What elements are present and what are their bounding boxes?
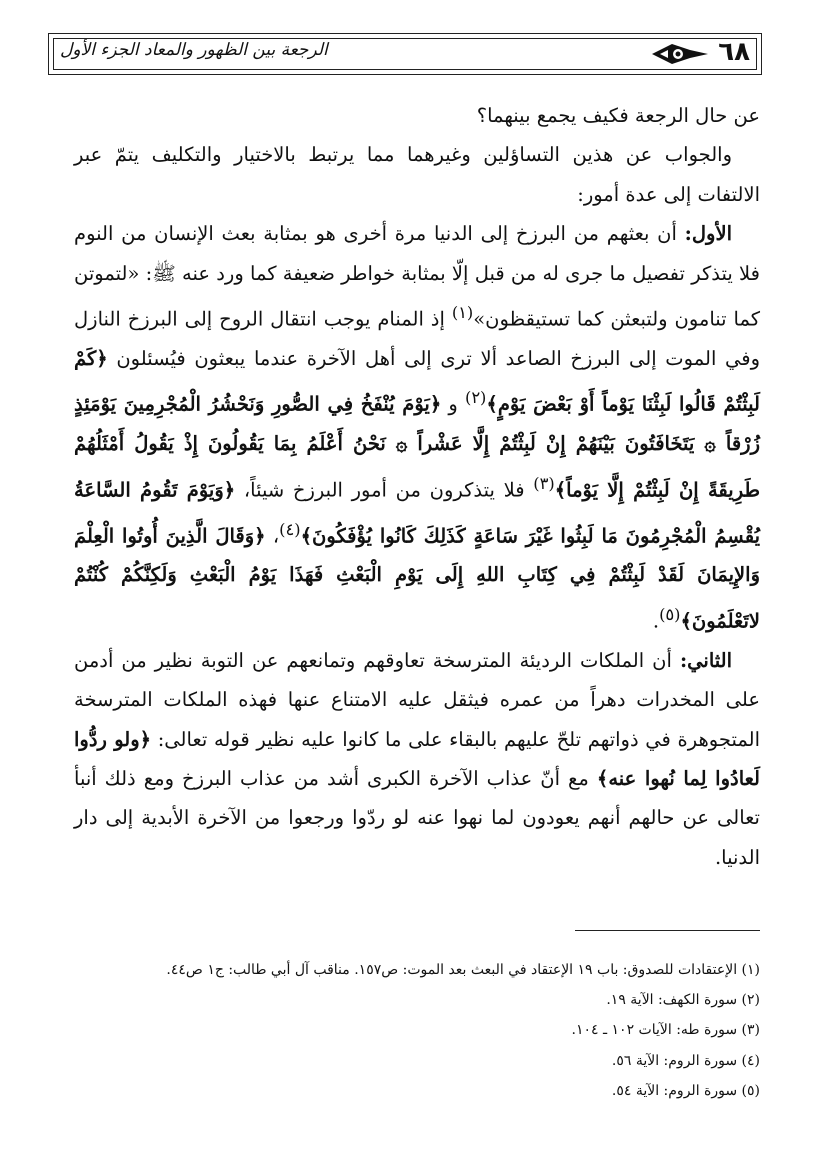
page-number: ٦٨ <box>718 37 750 67</box>
text: أن الملكات الرديئة المترسخة تعاوقهم وتمانعهم عن التوبة نظير من أدمن على المخدرات دهراً من عمره فيثقل عليه الامتناع عنها فهذه الملكات المترسخة المتجوهرة في ذواتهم تلحّ عليهم بالبقاء على ما كانوا عليه نظير قوله تعالى: <box>74 648 760 751</box>
text: و <box>448 392 458 416</box>
point-label: الثاني: <box>679 648 733 672</box>
footnote: (٣) سورة طه: الآيات ١٠٢ ـ ١٠٤. <box>571 1022 760 1039</box>
text: أن بعثهم من البرزخ إلى الدنيا مرة أخرى هو بمثابة بعث الإنسان من النوم فلا يتذكر تفصيل ما جرى له من قبل إلّا بمثابة خواطر ضعيفة كما ورد عنه ﷺ: «لتموتن كما تنامون ولتبعثن كما تستيقظون» <box>74 222 761 331</box>
paragraph <box>74 135 760 214</box>
footnote: (٢) سورة الكهف: الآية ١٩. <box>606 992 760 1009</box>
quran-verse: ﴿كَمْ لَبِثْتُمْ قَالُوا لَبِثْنَا يَوْماً أَوْ بَعْضَ يَوْمٍ﴾ <box>74 346 760 416</box>
paragraph <box>74 641 760 877</box>
text: إذ المنام يوجب انتقال الروح إلى البرزخ النازل وفي الموت إلى البرزخ الصاعد ألا ترى إلى أهل الآخرة عندما يبعثون فيُسئلون <box>74 307 761 370</box>
ornament-icon <box>650 40 710 68</box>
footnote-ref: (٥) <box>659 604 681 624</box>
text: عن حال الرجعة فكيف يجمع بينهما؟ <box>476 104 760 127</box>
footnote-ref: (٤) <box>279 519 301 539</box>
footnote: (٥) سورة الروم: الآية ٥٤. <box>611 1082 760 1099</box>
quran-verse: ﴿وَيَوْمَ تَقُومُ السَّاعَةُ يُقْسِمُ الْمُجْرِمُونَ مَا لَبِثُوا غَيْرَ سَاعَةٍ كَذَلِكَ كَانُوا يُؤْفَكُونَ﴾ <box>74 478 760 548</box>
paragraph: الأول: أن بعثهم من البرزخ إلى الدنيا مرة أخرى هو بمثابة بعث الإنسان من النوم فلا يتذكر تفصيل ما جرى له من قبل إلّا بمثابة خواطر ضعيفة كما ورد عنه ﷺ: «لتموتن كما تنامون ولتبعثن كما تستيقظون»$^{(١)}$ إذ المنام يوجب انتقال الروح إلى البرزخ النازل وفي الموت إلى البرزخ الصاعد ألا ترى إلى أهل الآخرة عندما يبعثون فيُسئلون ﴿كَمْ لَبِثْتُمْ قَالُوا لَبِثْنَا يَوْماً أَوْ بَعْضَ يَوْمٍ﴾$^{(٢)}$ و ﴿يَوْمَ يُنْفَخُ فِي الصُّورِ وَنَحْشُرُ الْمُجْرِمِينَ يَوْمَئِذٍ زُرْقاً ۞ يَتَخَافَتُونَ بَيْنَهُمْ إِنْ لَبِثْتُمْ إِلَّا عَشْراً ۞ نَحْنُ أَعْلَمُ بِمَا يَقُولُونَ إِذْ يَقُولُ أَمْثَلُهُمْ طَرِيقَةً إِنْ لَبِثْتُمْ إِلَّا يَوْماً﴾$^{(٣)}$ فلا يتذكرون من أمور البرزخ شيئاً، ﴿وَيَوْمَ تَقُومُ السَّاعَةُ يُقْسِمُ الْمُجْرِمُونَ مَا لَبِثُوا غَيْرَ سَاعَةٍ كَذَلِكَ كَانُوا يُؤْفَكُونَ﴾$^{(٤)}$، ﴿وَقَالَ الَّذِينَ أُوتُوا الْعِلْمَ وَالإِيمَانَ لَقَدْ لَبِثْتُمْ فِي كِتَابِ اللهِ إِلَى يَوْمِ الْبَعْثِ فَهَذَا يَوْمُ الْبَعْثِ وَلَكِنَّكُمْ كُنْتُمْ لاتَعْلَمُونَ﴾$^{(٥)}$. <box>74 222 761 633</box>
footnote-ref: (٢) <box>464 388 487 408</box>
quran-verse: ﴿وَقَالَ الَّذِينَ أُوتُوا الْعِلْمَ وَالإِيمَانَ لَقَدْ لَبِثْتُمْ فِي كِتَابِ اللهِ إِلَى يَوْمِ الْبَعْثِ فَهَذَا يَوْمُ الْبَعْثِ وَلَكِنَّكُمْ كُنْتُمْ لاتَعْلَمُونَ﴾ <box>74 524 760 633</box>
main-text <box>74 96 760 877</box>
footnotes <box>70 955 760 1106</box>
footnote-ref: (٣) <box>533 473 555 493</box>
quran-verse: ﴿يَوْمَ يُنْفَخُ فِي الصُّورِ وَنَحْشُرُ الْمُجْرِمِينَ يَوْمَئِذٍ زُرْقاً ۞ يَتَخَافَتُونَ بَيْنَهُمْ إِنْ لَبِثْتُمْ إِلَّا عَشْراً ۞ نَحْنُ أَعْلَمُ بِمَا يَقُولُونَ إِذْ يَقُولُ أَمْثَلُهُمْ طَرِيقَةً إِنْ لَبِثْتُمْ إِلَّا يَوْماً﴾ <box>74 392 760 502</box>
point-label: الأول: <box>684 222 732 246</box>
text: فلا يتذكرون من أمور البرزخ شيئاً، <box>243 478 525 502</box>
footnote: (٤) سورة الروم: الآية ٥٦. <box>611 1052 760 1069</box>
page-header <box>48 33 762 79</box>
footnote: (١) الإعتقادات للصدوق: باب ١٩ الإعتقاد في البعث بعد الموت: ص١٥٧. مناقب آل أبي طالب: ج١ ص٤٤. <box>166 962 760 978</box>
text: والجواب عن هذين التساؤلين وغيرهما مما يرتبط بالاختيار والتكليف يتمّ عبر الالتفات إلى عدة أمور: <box>74 143 760 206</box>
paragraph <box>74 96 760 135</box>
footnote-divider <box>575 930 760 931</box>
running-title: الرجعة بين الظهور والمعاد الجزء الأول <box>60 40 328 60</box>
quran-verse: ﴿ولو ردُّوا لَعادُوا لِما نُهوا عنه﴾ <box>74 727 760 790</box>
footnote-ref: (١) <box>451 303 474 323</box>
text: مع أنّ عذاب الآخرة الكبرى أشد من عذاب البرزخ ومع ذلك أنبأ تعالى عن حالهم أنهم يعودون لما نهوا عنه لو ردّوا ورجعوا من الآخرة الأبدية إلى دار الدنيا. <box>74 767 760 869</box>
